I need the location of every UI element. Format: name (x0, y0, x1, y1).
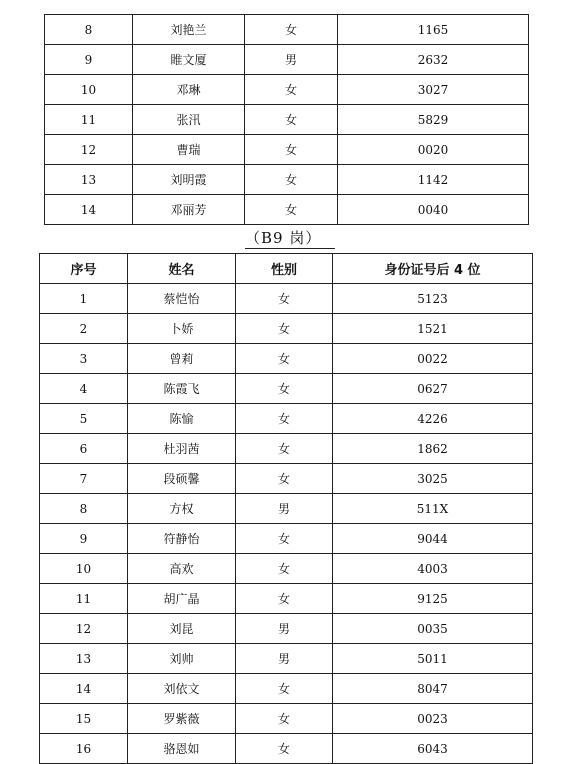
table-row (40, 344, 533, 374)
table-row (40, 434, 533, 464)
cell-no: 12 (45, 135, 133, 165)
cell-no: 11 (40, 584, 128, 614)
cell-gender: 女 (236, 554, 333, 584)
cell-id-last4: 1165 (338, 15, 529, 45)
cell-no: 13 (40, 644, 128, 674)
cell-gender: 女 (236, 584, 333, 614)
table-row (45, 105, 529, 135)
cell-gender: 男 (236, 494, 333, 524)
cell-gender: 男 (236, 644, 333, 674)
table-row (40, 584, 533, 614)
table-row (40, 524, 533, 554)
cell-no: 10 (40, 554, 128, 584)
cell-id-last4: 2632 (338, 45, 529, 75)
cell-name: 刘昆 (128, 614, 236, 644)
cell-no: 11 (45, 105, 133, 135)
table-row (45, 165, 529, 195)
cell-gender: 女 (236, 434, 333, 464)
cell-no: 8 (45, 15, 133, 45)
cell-id-last4: 5011 (333, 644, 533, 674)
cell-name: 段硕馨 (128, 464, 236, 494)
cell-id-last4: 0627 (333, 374, 533, 404)
cell-name: 蔡恺怡 (128, 284, 236, 314)
cell-gender: 女 (236, 344, 333, 374)
cell-name: 陈霞飞 (128, 374, 236, 404)
cell-no: 3 (40, 344, 128, 374)
cell-no: 10 (45, 75, 133, 105)
cell-no: 9 (45, 45, 133, 75)
table-b-body (40, 284, 533, 764)
cell-gender: 女 (236, 524, 333, 554)
cell-gender: 女 (236, 404, 333, 434)
cell-name: 卜娇 (128, 314, 236, 344)
section-title-b9: （B9 岗） (245, 229, 335, 249)
cell-no: 14 (45, 195, 133, 225)
cell-name: 邓琳 (133, 75, 245, 105)
cell-no: 5 (40, 404, 128, 434)
cell-name: 曹瑞 (133, 135, 245, 165)
cell-no: 16 (40, 734, 128, 764)
cell-id-last4: 1142 (338, 165, 529, 195)
header-no: 序号 (40, 254, 128, 284)
candidate-table-b9 (39, 253, 533, 764)
table-row (45, 45, 529, 75)
header-id-last4: 身份证号后 4 位 (333, 254, 533, 284)
cell-id-last4: 1521 (333, 314, 533, 344)
cell-name: 杜羽茜 (128, 434, 236, 464)
cell-gender: 女 (245, 15, 338, 45)
table-row (45, 15, 529, 45)
table-a-body (45, 15, 529, 225)
cell-name: 高欢 (128, 554, 236, 584)
table-row (40, 554, 533, 584)
cell-name: 罗紫薇 (128, 704, 236, 734)
cell-no: 9 (40, 524, 128, 554)
cell-id-last4: 0023 (333, 704, 533, 734)
cell-gender: 女 (236, 704, 333, 734)
cell-name: 刘帅 (128, 644, 236, 674)
cell-name: 刘依文 (128, 674, 236, 704)
table-row (45, 195, 529, 225)
header-gender: 性别 (236, 254, 333, 284)
table-row (40, 374, 533, 404)
cell-no: 4 (40, 374, 128, 404)
cell-no: 15 (40, 704, 128, 734)
cell-no: 7 (40, 464, 128, 494)
cell-name: 方权 (128, 494, 236, 524)
cell-id-last4: 0020 (338, 135, 529, 165)
cell-gender: 女 (236, 374, 333, 404)
cell-id-last4: 9125 (333, 584, 533, 614)
cell-name: 骆恩如 (128, 734, 236, 764)
cell-id-last4: 4003 (333, 554, 533, 584)
cell-gender: 女 (245, 135, 338, 165)
table-row (40, 644, 533, 674)
cell-no: 6 (40, 434, 128, 464)
cell-id-last4: 5123 (333, 284, 533, 314)
table-row (40, 284, 533, 314)
cell-no: 12 (40, 614, 128, 644)
cell-gender: 女 (236, 674, 333, 704)
cell-name: 刘艳兰 (133, 15, 245, 45)
cell-id-last4: 8047 (333, 674, 533, 704)
cell-name: 刘明霞 (133, 165, 245, 195)
cell-id-last4: 0040 (338, 195, 529, 225)
cell-name: 符静怡 (128, 524, 236, 554)
cell-id-last4: 4226 (333, 404, 533, 434)
cell-no: 8 (40, 494, 128, 524)
header-name: 姓名 (128, 254, 236, 284)
table-row (40, 734, 533, 764)
cell-id-last4: 3027 (338, 75, 529, 105)
cell-id-last4: 5829 (338, 105, 529, 135)
cell-name: 邓丽芳 (133, 195, 245, 225)
cell-gender: 女 (236, 314, 333, 344)
cell-gender: 女 (245, 195, 338, 225)
cell-gender: 男 (245, 45, 338, 75)
table-row (45, 75, 529, 105)
table-row (40, 404, 533, 434)
table-row (40, 674, 533, 704)
cell-id-last4: 0022 (333, 344, 533, 374)
cell-id-last4: 0035 (333, 614, 533, 644)
candidate-table-continued (44, 14, 529, 225)
cell-gender: 女 (236, 464, 333, 494)
cell-gender: 女 (236, 734, 333, 764)
cell-gender: 女 (245, 75, 338, 105)
cell-id-last4: 9044 (333, 524, 533, 554)
cell-name: 睢文厦 (133, 45, 245, 75)
table-row (40, 494, 533, 524)
cell-no: 14 (40, 674, 128, 704)
table-row (40, 614, 533, 644)
cell-gender: 男 (236, 614, 333, 644)
cell-name: 胡广晶 (128, 584, 236, 614)
cell-id-last4: 3025 (333, 464, 533, 494)
cell-id-last4: 511X (333, 494, 533, 524)
cell-gender: 女 (236, 284, 333, 314)
table-row (40, 704, 533, 734)
cell-id-last4: 6043 (333, 734, 533, 764)
cell-name: 曾莉 (128, 344, 236, 374)
table-row (45, 135, 529, 165)
cell-name: 张汛 (133, 105, 245, 135)
cell-gender: 女 (245, 105, 338, 135)
cell-name: 陈愉 (128, 404, 236, 434)
cell-no: 2 (40, 314, 128, 344)
cell-no: 1 (40, 284, 128, 314)
table-row (40, 314, 533, 344)
cell-gender: 女 (245, 165, 338, 195)
table-header-row (40, 254, 533, 284)
cell-id-last4: 1862 (333, 434, 533, 464)
cell-no: 13 (45, 165, 133, 195)
table-row (40, 464, 533, 494)
